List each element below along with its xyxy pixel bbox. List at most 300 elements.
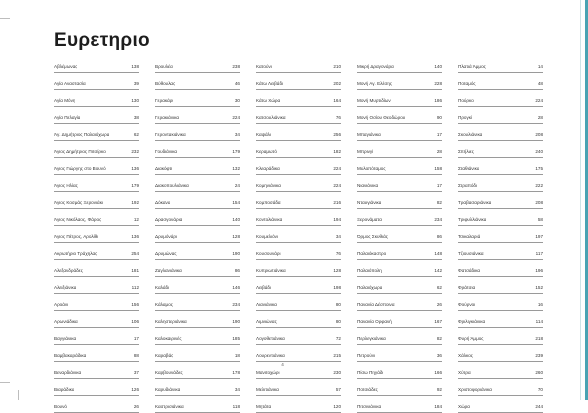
index-page-number: 136 xyxy=(131,166,139,171)
index-entry xyxy=(54,396,139,413)
index-page-number: 190 xyxy=(232,251,240,256)
index-term: Πλατιά Άμμος xyxy=(458,64,486,69)
index-term: Μητάτα xyxy=(256,404,272,409)
index-entry xyxy=(155,294,240,311)
index-entry xyxy=(155,311,240,328)
index-entry xyxy=(155,379,240,396)
index-term: Βαγγιάνικα xyxy=(54,336,77,341)
index-term: Μονή Μυρτιδίων xyxy=(357,98,391,103)
index-page-number: 198 xyxy=(333,285,341,290)
index-term: Λειβάδι xyxy=(256,285,272,290)
index-entry xyxy=(357,209,442,226)
index-term: Αρωνιάδικα xyxy=(54,319,78,324)
index-entry xyxy=(54,209,139,226)
index-term: Αγία Πελαγία xyxy=(54,115,81,120)
index-entry xyxy=(458,175,543,192)
index-term: Λογοθετιάνικα xyxy=(256,336,285,341)
index-page-number: 118 xyxy=(232,404,240,409)
index-term: Μπρινγί xyxy=(357,149,374,154)
index-entry xyxy=(155,192,240,209)
index-page-number: 156 xyxy=(131,302,139,307)
index-entry xyxy=(54,141,139,158)
index-column-5 xyxy=(458,56,543,413)
index-page-number: 28 xyxy=(436,149,442,154)
index-term: Κάλαμος xyxy=(155,302,173,307)
index-page-number: 136 xyxy=(131,234,139,239)
side-accent-line xyxy=(580,0,581,400)
index-entry xyxy=(54,345,139,362)
index-page-number: 192 xyxy=(131,200,139,205)
index-term: Άγιος Νικόλαος, Φάρος xyxy=(54,217,102,222)
index-term: Βουνό xyxy=(54,404,67,409)
index-page-number: 256 xyxy=(333,132,341,137)
index-columns xyxy=(54,56,543,409)
index-page-number: 82 xyxy=(436,200,442,205)
crop-mark-top-left xyxy=(0,18,10,19)
index-term: Παλαιόχωρα xyxy=(357,285,383,290)
index-page-number: 194 xyxy=(333,217,341,222)
index-page-number: 72 xyxy=(335,336,341,341)
index-term: Φράτσια xyxy=(458,285,476,290)
index-page-number: 224 xyxy=(535,98,543,103)
index-term: Κεραμωτό xyxy=(256,149,277,154)
index-entry xyxy=(54,294,139,311)
index-term: Χώρα xyxy=(458,404,470,409)
index-page-number: 38 xyxy=(133,115,139,120)
index-term: Δρυμόνάρι xyxy=(155,234,177,239)
index-entry xyxy=(54,328,139,345)
index-page-number: 30 xyxy=(234,98,240,103)
index-page-number: 210 xyxy=(333,64,341,69)
index-page-number: 62 xyxy=(133,132,139,137)
index-page-number: 128 xyxy=(333,268,341,273)
index-entry xyxy=(54,260,139,277)
index-term: Όρμος Σκυθιάς xyxy=(357,234,388,239)
index-entry xyxy=(54,175,139,192)
index-term: Ζαγλανιάνικα xyxy=(155,268,182,273)
index-page-number: 238 xyxy=(232,64,240,69)
index-entry xyxy=(256,328,341,345)
index-entry xyxy=(357,243,442,260)
index-term: Τζιουσιάνικα xyxy=(458,251,484,256)
index-term: Μπαγιάνικα xyxy=(357,132,381,137)
index-page-number: 14 xyxy=(537,64,543,69)
index-page-number: 184 xyxy=(434,404,442,409)
index-term: Λουρεντιάνικα xyxy=(256,353,285,358)
index-page-number: 16 xyxy=(537,302,543,307)
index-page-number: 92 xyxy=(436,387,442,392)
index-page-number: 76 xyxy=(335,251,341,256)
index-page-number: 80 xyxy=(335,319,341,324)
index-entry xyxy=(256,192,341,209)
index-page-number: 179 xyxy=(131,183,139,188)
index-entry xyxy=(54,277,139,294)
index-term: Κυπριωτιάνικα xyxy=(256,268,286,273)
index-entry xyxy=(458,243,543,260)
index-entry xyxy=(357,396,442,413)
index-entry xyxy=(458,277,543,294)
index-entry xyxy=(155,56,240,73)
index-entry xyxy=(54,90,139,107)
index-page-number: 48 xyxy=(537,81,543,86)
page-number: 4 xyxy=(281,362,284,367)
index-entry xyxy=(256,260,341,277)
index-term: Ακρωτήριο Τράχηλας xyxy=(54,251,98,256)
index-entry xyxy=(458,158,543,175)
index-page-number: 244 xyxy=(535,404,543,409)
index-column-1 xyxy=(54,56,139,413)
index-page-number: 36 xyxy=(436,353,442,358)
index-term: Πίσω Πηγάδι xyxy=(357,370,384,375)
index-term: Βεναρδιάνικα xyxy=(54,370,82,375)
index-term: Καψάλι xyxy=(256,132,271,137)
index-page-number: 224 xyxy=(333,183,341,188)
index-term: Άγιος Δημήτριος Πιτσίρκο xyxy=(54,149,106,154)
index-term: Κατσουλιάνικα xyxy=(256,115,286,120)
index-page-number: 88 xyxy=(133,353,139,358)
index-page-number: 230 xyxy=(333,370,341,375)
index-page-number: 114 xyxy=(535,319,543,324)
index-entry xyxy=(155,107,240,124)
index-page-number: 190 xyxy=(232,319,240,324)
index-term: Παλαιόπολη xyxy=(357,268,382,273)
index-term: Πανανία Δέσποινα xyxy=(357,302,395,307)
index-page-number: 158 xyxy=(434,166,442,171)
index-entry xyxy=(54,243,139,260)
index-term: Στραπόδι xyxy=(458,183,478,188)
index-term: Σπήλιες xyxy=(458,149,474,154)
index-entry xyxy=(155,141,240,158)
index-term: Περλεγκιάνικα xyxy=(357,336,386,341)
index-entry xyxy=(256,294,341,311)
index-column-4 xyxy=(357,56,442,413)
index-entry xyxy=(155,243,240,260)
index-term: Αλειξιάνικα xyxy=(54,285,77,290)
index-term: Τραβασαριάνικα xyxy=(458,200,492,205)
index-page-number: 196 xyxy=(535,268,543,273)
index-term: Καστρισιάνικα xyxy=(155,404,184,409)
index-term: Προγκί xyxy=(458,115,473,120)
index-term: Αβλέμωνας xyxy=(54,64,78,69)
index-page-number: 106 xyxy=(131,319,139,324)
index-entry xyxy=(458,107,543,124)
index-term: Φυρή Άμμος xyxy=(458,336,484,341)
index-page-number: 175 xyxy=(535,166,543,171)
index-entry xyxy=(458,226,543,243)
index-entry xyxy=(155,226,240,243)
index-page-number: 240 xyxy=(535,149,543,154)
index-page-number: 26 xyxy=(436,302,442,307)
index-term: Κουσουνάρι xyxy=(256,251,281,256)
index-entry xyxy=(357,175,442,192)
index-entry xyxy=(458,141,543,158)
index-term: Χάλκος xyxy=(458,353,474,358)
index-entry xyxy=(256,73,341,90)
index-term: Νιανιάνικα xyxy=(357,183,379,188)
index-page-number: 164 xyxy=(333,98,341,103)
index-page-number: 228 xyxy=(434,81,442,86)
index-entry xyxy=(54,379,139,396)
index-entry xyxy=(54,226,139,243)
index-term: Γερακιάνικα xyxy=(155,115,180,120)
index-page-number: 140 xyxy=(434,64,442,69)
index-term: Πιτσινιάνικα xyxy=(357,404,382,409)
index-term: Άγιος Κοσμάς Ξερονιάκι xyxy=(54,200,104,205)
index-page-number: 90 xyxy=(436,115,442,120)
index-entry xyxy=(256,396,341,413)
index-page-number: 70 xyxy=(537,387,543,392)
index-term: Δρασγονάρια xyxy=(155,217,183,222)
index-term: Λιανιάνικα xyxy=(256,302,277,307)
index-term: Γουδιάνικα xyxy=(155,149,178,154)
index-page-number: 132 xyxy=(232,166,240,171)
index-entry xyxy=(458,73,543,90)
index-entry xyxy=(357,260,442,277)
index-entry xyxy=(256,175,341,192)
index-page-number: 62 xyxy=(436,285,442,290)
index-page-number: 17 xyxy=(436,132,442,137)
index-page-number: 82 xyxy=(436,336,442,341)
index-term: Χύτρα xyxy=(458,370,471,375)
index-term: Μανιτοχώρι xyxy=(256,370,280,375)
index-page-number: 128 xyxy=(232,234,240,239)
index-term: Δόκανα xyxy=(155,200,171,205)
index-entry xyxy=(256,90,341,107)
index-term: Χριστοφοριάνικα xyxy=(458,387,492,392)
index-entry xyxy=(256,209,341,226)
index-entry xyxy=(357,158,442,175)
index-term: Σκουλιάνικα xyxy=(458,132,483,137)
index-entry xyxy=(458,124,543,141)
index-term: Καληστεριάνικα xyxy=(155,319,187,324)
index-term: Γερακάρι xyxy=(155,98,174,103)
index-page-number: 126 xyxy=(131,387,139,392)
index-entry xyxy=(54,124,139,141)
index-page-number: 120 xyxy=(333,404,341,409)
index-entry xyxy=(54,311,139,328)
index-page-number: 138 xyxy=(131,64,139,69)
index-page-number: 39 xyxy=(133,81,139,86)
index-term: Μονή Αγ. Ελέσης xyxy=(357,81,393,86)
index-term: Διακόφτι xyxy=(155,166,173,171)
index-page-number: 182 xyxy=(333,149,341,154)
index-entry xyxy=(357,294,442,311)
index-entry xyxy=(357,141,442,158)
index-term: Διακοπουλιάνικα xyxy=(155,183,189,188)
index-term: Βιαράδικα xyxy=(54,387,75,392)
index-entry xyxy=(155,158,240,175)
index-entry xyxy=(458,345,543,362)
index-page-number: 18 xyxy=(234,353,240,358)
index-term: Κάτω Λειβάδι xyxy=(256,81,284,86)
index-term: Πετρούνι xyxy=(357,353,376,358)
index-page-number: 76 xyxy=(335,115,341,120)
index-page-number: 234 xyxy=(232,302,240,307)
index-entry xyxy=(357,90,442,107)
index-term: Μικρή Δραγονάρα xyxy=(357,64,394,69)
index-entry xyxy=(256,107,341,124)
index-page-number: 26 xyxy=(133,404,139,409)
index-term: Αγία Μόνη xyxy=(54,98,76,103)
index-term: Καρβουνάδες xyxy=(155,370,183,375)
index-term: Μελιτιάνικα xyxy=(256,387,279,392)
index-entry xyxy=(357,192,442,209)
index-entry xyxy=(155,328,240,345)
index-entry xyxy=(54,192,139,209)
index-entry xyxy=(357,277,442,294)
index-term: Νταυγιάνικα xyxy=(357,200,382,205)
index-term: Σταθιάνικα xyxy=(458,166,480,171)
index-entry xyxy=(155,73,240,90)
index-entry xyxy=(256,277,341,294)
index-page-number: 12 xyxy=(133,217,139,222)
index-term: Αλεξανδράδες xyxy=(54,268,83,273)
index-entry xyxy=(256,311,341,328)
page-title: Ευρετηριο xyxy=(54,30,150,51)
index-term: Κομηνιάνικα xyxy=(256,183,281,188)
index-page-number: 197 xyxy=(535,234,543,239)
index-term: Άγιος Πέτρος, Αρολίθι xyxy=(54,234,99,239)
index-term: Ξερονάματα xyxy=(357,217,382,222)
index-page-number: 28 xyxy=(537,115,543,120)
index-term: Αροάνι xyxy=(54,302,69,307)
index-entry xyxy=(155,175,240,192)
index-entry xyxy=(458,209,543,226)
index-page-number: 146 xyxy=(232,285,240,290)
index-page-number: 34 xyxy=(234,132,240,137)
index-page-number: 86 xyxy=(436,234,442,239)
index-term: Τριφυλλιάνικα xyxy=(458,217,487,222)
index-term: Βύθουλας xyxy=(155,81,176,86)
index-entry xyxy=(458,396,543,413)
index-term: Καλοκαιρινές xyxy=(155,336,182,341)
crop-mark-bottom-left xyxy=(0,382,10,383)
index-page-number: 148 xyxy=(434,251,442,256)
index-page-number: 216 xyxy=(333,200,341,205)
index-entry xyxy=(357,311,442,328)
index-entry xyxy=(458,311,543,328)
index-page-number: 17 xyxy=(133,336,139,341)
index-term: Άγιος Ηλίας xyxy=(54,183,78,188)
index-entry xyxy=(256,158,341,175)
index-entry xyxy=(256,243,341,260)
crop-mark-bottom-left-vertical xyxy=(18,390,19,400)
index-entry xyxy=(256,345,341,362)
index-entry xyxy=(256,124,341,141)
index-page-number: 130 xyxy=(131,98,139,103)
index-page-number: 17 xyxy=(436,183,442,188)
index-term: Κάτω Χώρα xyxy=(256,98,281,103)
index-entry xyxy=(357,107,442,124)
index-page-number: 239 xyxy=(535,353,543,358)
index-entry xyxy=(458,328,543,345)
index-page-number: 152 xyxy=(535,285,543,290)
index-page-number: 222 xyxy=(535,183,543,188)
index-page-number: 224 xyxy=(333,166,341,171)
index-entry xyxy=(357,226,442,243)
index-entry xyxy=(458,90,543,107)
index-page-number: 181 xyxy=(131,268,139,273)
index-term: Μυλοπόταμος xyxy=(357,166,386,171)
index-page-number: 58 xyxy=(537,217,543,222)
index-term: Καρυδιάνικα xyxy=(155,387,181,392)
index-page-number: 186 xyxy=(434,98,442,103)
index-page-number: 24 xyxy=(234,183,240,188)
index-entry xyxy=(54,73,139,90)
index-term: Ποταμός xyxy=(458,81,476,86)
index-term: Φριλιγκιάνικα xyxy=(458,319,486,324)
index-term: Κοντολιάνικα xyxy=(256,217,283,222)
index-term: Καλάδι xyxy=(155,285,170,290)
index-entry xyxy=(357,328,442,345)
index-term: Λιμνιώνας xyxy=(256,319,277,324)
index-page-number: 57 xyxy=(335,387,341,392)
index-entry xyxy=(357,56,442,73)
index-page-number: 86 xyxy=(234,268,240,273)
index-page-number: 179 xyxy=(232,149,240,154)
index-page-number: 178 xyxy=(232,370,240,375)
index-page-number: 185 xyxy=(232,336,240,341)
index-entry xyxy=(155,277,240,294)
index-page-number: 80 xyxy=(335,302,341,307)
index-term: Άγιος Γιώργης στο Βουνό xyxy=(54,166,106,171)
index-entry xyxy=(54,56,139,73)
index-page-number: 224 xyxy=(232,115,240,120)
index-entry xyxy=(357,73,442,90)
index-entry xyxy=(256,379,341,396)
index-page-number: 117 xyxy=(535,251,543,256)
index-page-number: 142 xyxy=(434,268,442,273)
index-term: Φατσάδικα xyxy=(458,268,481,273)
index-term: Βαμβακαράδικα xyxy=(54,353,87,358)
index-term: Φούρνοι xyxy=(458,302,476,307)
index-page-number: 208 xyxy=(535,132,543,137)
index-entry xyxy=(155,396,240,413)
index-term: Πούρκο xyxy=(458,98,474,103)
index-entry xyxy=(458,260,543,277)
index-entry xyxy=(357,379,442,396)
index-page-number: 202 xyxy=(333,81,341,86)
index-page-number: 232 xyxy=(131,149,139,154)
index-term: Κατούνι xyxy=(256,64,272,69)
index-term: Γεροντακιάνικα xyxy=(155,132,186,137)
index-page-number: 218 xyxy=(535,336,543,341)
index-entry xyxy=(458,379,543,396)
index-entry xyxy=(54,158,139,175)
index-column-2 xyxy=(155,56,240,413)
index-page-number: 37 xyxy=(133,370,139,375)
index-page-number: 208 xyxy=(535,200,543,205)
index-entry xyxy=(155,90,240,107)
index-page-number: 46 xyxy=(234,81,240,86)
index-entry xyxy=(458,192,543,209)
index-page-number: 140 xyxy=(232,217,240,222)
index-term: Δρυμώνας xyxy=(155,251,177,256)
index-page-number: 34 xyxy=(234,387,240,392)
index-entry xyxy=(155,345,240,362)
index-term: Κουμελιόνι xyxy=(256,234,278,239)
index-page-number: 166 xyxy=(434,370,442,375)
index-term: Αγία Αναστασία xyxy=(54,81,86,86)
index-page-number: 234 xyxy=(434,217,442,222)
index-page-number: 167 xyxy=(434,319,442,324)
index-page-number: 260 xyxy=(535,370,543,375)
index-entry xyxy=(155,124,240,141)
index-column-3 xyxy=(256,56,341,413)
index-entry xyxy=(458,56,543,73)
index-entry xyxy=(256,141,341,158)
index-term: Καραβάς xyxy=(155,353,174,358)
